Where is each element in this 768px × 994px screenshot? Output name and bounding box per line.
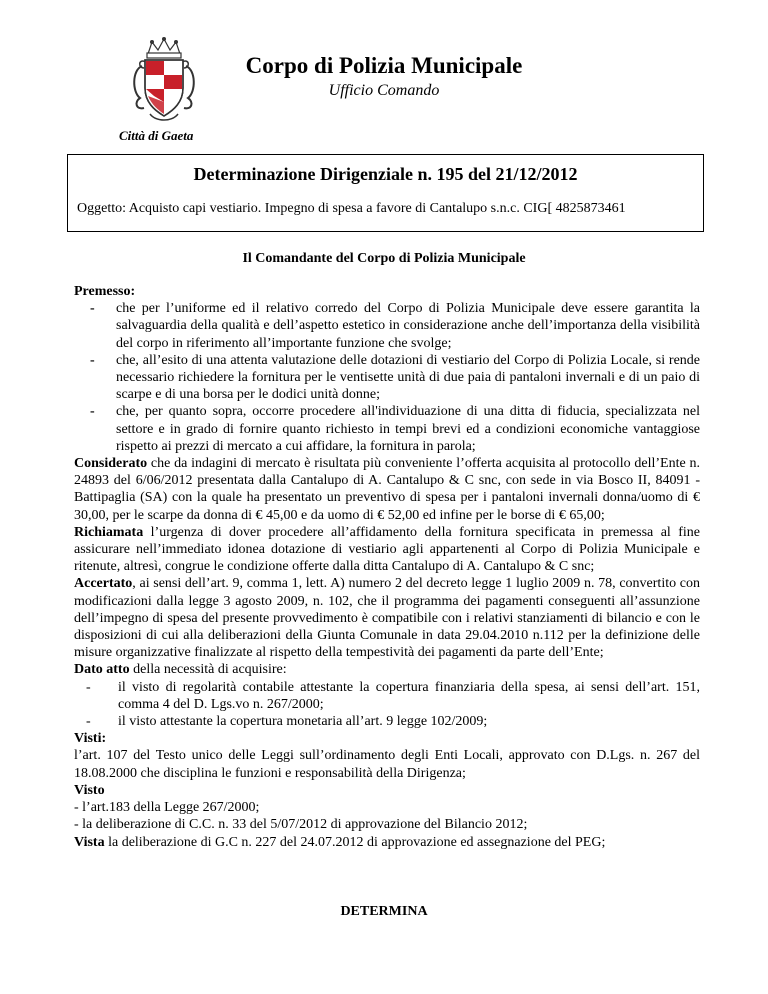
dato-atto-item: - il visto di regolarità contabile attestante la copertura finanziaria della spesa, ai sensi dell’art. 151, comma 4 del D. Lgs.vo n. 267/2000; [86, 679, 700, 712]
visti-heading: Visti: [74, 731, 107, 747]
visto-heading: Visto [74, 782, 105, 798]
city-name: Città di Gaeta [119, 128, 194, 143]
city-crest-icon [128, 36, 200, 124]
determination-box [67, 154, 704, 232]
visto-line: - la deliberazione di C.C. n. 33 del 5/07/2012 di approvazione del Bilancio 2012; [74, 817, 528, 833]
visto-line: - l’art.183 della Legge 267/2000; [74, 800, 260, 816]
header-title: Corpo di Polizia Municipale [245, 53, 523, 78]
document-body [74, 283, 700, 851]
considerato-paragraph: Considerato che da indagini di mercato è risultata più conveniente l’offerta acquisita al protocollo dell’Ente n. 24893 del 6/06/2012 presentata dalla Cantalupo di A. Cantalupo & C snc, con sede in via Bosco II, 84091 - Battipaglia (SA) con la quale ha presentato un preventivo di spesa per i pantaloni invernali donna/uomo di € 30,00, per le scarpe da donna di € 45,00 e da uomo di € 52,00 ed infine per le borse di € 65,00; [74, 456, 700, 523]
determination-subject: Oggetto: Acquisto capi vestiario. Impegno di spesa a favore di Cantalupo s.n.c. CIG[ 4825873461 [77, 201, 626, 216]
determination-title: Determinazione Dirigenziale n. 195 del 21/12/2012 [193, 164, 578, 184]
dato-atto-item: - il visto attestante la copertura monetaria all’art. 9 legge 102/2009; [86, 714, 488, 730]
premesso-heading: Premesso: [74, 284, 136, 299]
commander-heading: Il Comandante del Corpo di Polizia Municipale [242, 251, 526, 266]
premesso-item: - che, per quanto sopra, occorre procedere all'individuazione di una ditta di fiducia, specializzata nel settore e in grado di fornire quanto richiesto in tempi brevi ed a condizioni economiche vantaggiose rispetto ai prezzi di mercato a cui affidare, la fornitura in parola; [90, 404, 700, 454]
dato-atto-paragraph: Dato atto della necessità di acquisire: [74, 662, 287, 678]
premesso-item: - che per l’uniforme ed il relativo corredo del Corpo di Polizia Municipale deve essere garantita la salvaguardia della qualità e dell’aspetto estetico in considerazione anche dell’importanza della visibilità del corpo in riferimento all’importante funzione che svolge; [90, 301, 700, 351]
visti-paragraph: l’art. 107 del Testo unico delle Leggi sull’ordinamento degli Enti Locali, approvato con D.Lgs. n. 267 del 18.08.2000 che disciplina le funzioni e responsabilità della Dirigenza; [74, 748, 700, 781]
determina-heading: DETERMINA [340, 904, 428, 919]
premesso-item: - che, all’esito di una attenta valutazione delle dotazioni di vestiario del Corpo di Polizia Locale, si rende necessario richiedere la fornitura per le ventisette unità di due paia di pantaloni invernali e di un paio di scarpe e di una borsa per le dodici unità donne; [90, 352, 700, 403]
accertato-paragraph: Accertato, ai sensi dell’art. 9, comma 1, lett. A) numero 2 del decreto legge 1 luglio 2009 n. 78, convertito con modificazioni dalla legge 3 agosto 2009, n. 102, che il programma dei pagamenti conseguenti all’assunzione dell’impegno di spesa del presente provvedimento è compatibile con i relativi stanziamenti di bilancio e con le disposizioni di cui alla deliberazioni della Giunta Comunale in data 29.04.2010 n.112 per la definizione delle misure organizzative finalizzate al rispetto della tempestività dei pagamenti da parte dell’Ente; [74, 576, 700, 661]
richiamata-paragraph: Richiamata l’urgenza di dover procedere all’affidamento della fornitura specificata in premessa al fine assicurare nell’immediato idonea dotazione di vestiario agli appartenenti al Corpo di Polizia Municipale e ritenute, altresì, congrue le condizione offerte dalla ditta Cantalupo di A. Cantalupo & C snc; [74, 524, 700, 575]
header-subtitle: Ufficio Comando [328, 82, 440, 99]
vista-paragraph: Vista la deliberazione di G.C n. 227 del 24.07.2012 di approvazione ed assegnazione del PEG; [74, 834, 606, 850]
